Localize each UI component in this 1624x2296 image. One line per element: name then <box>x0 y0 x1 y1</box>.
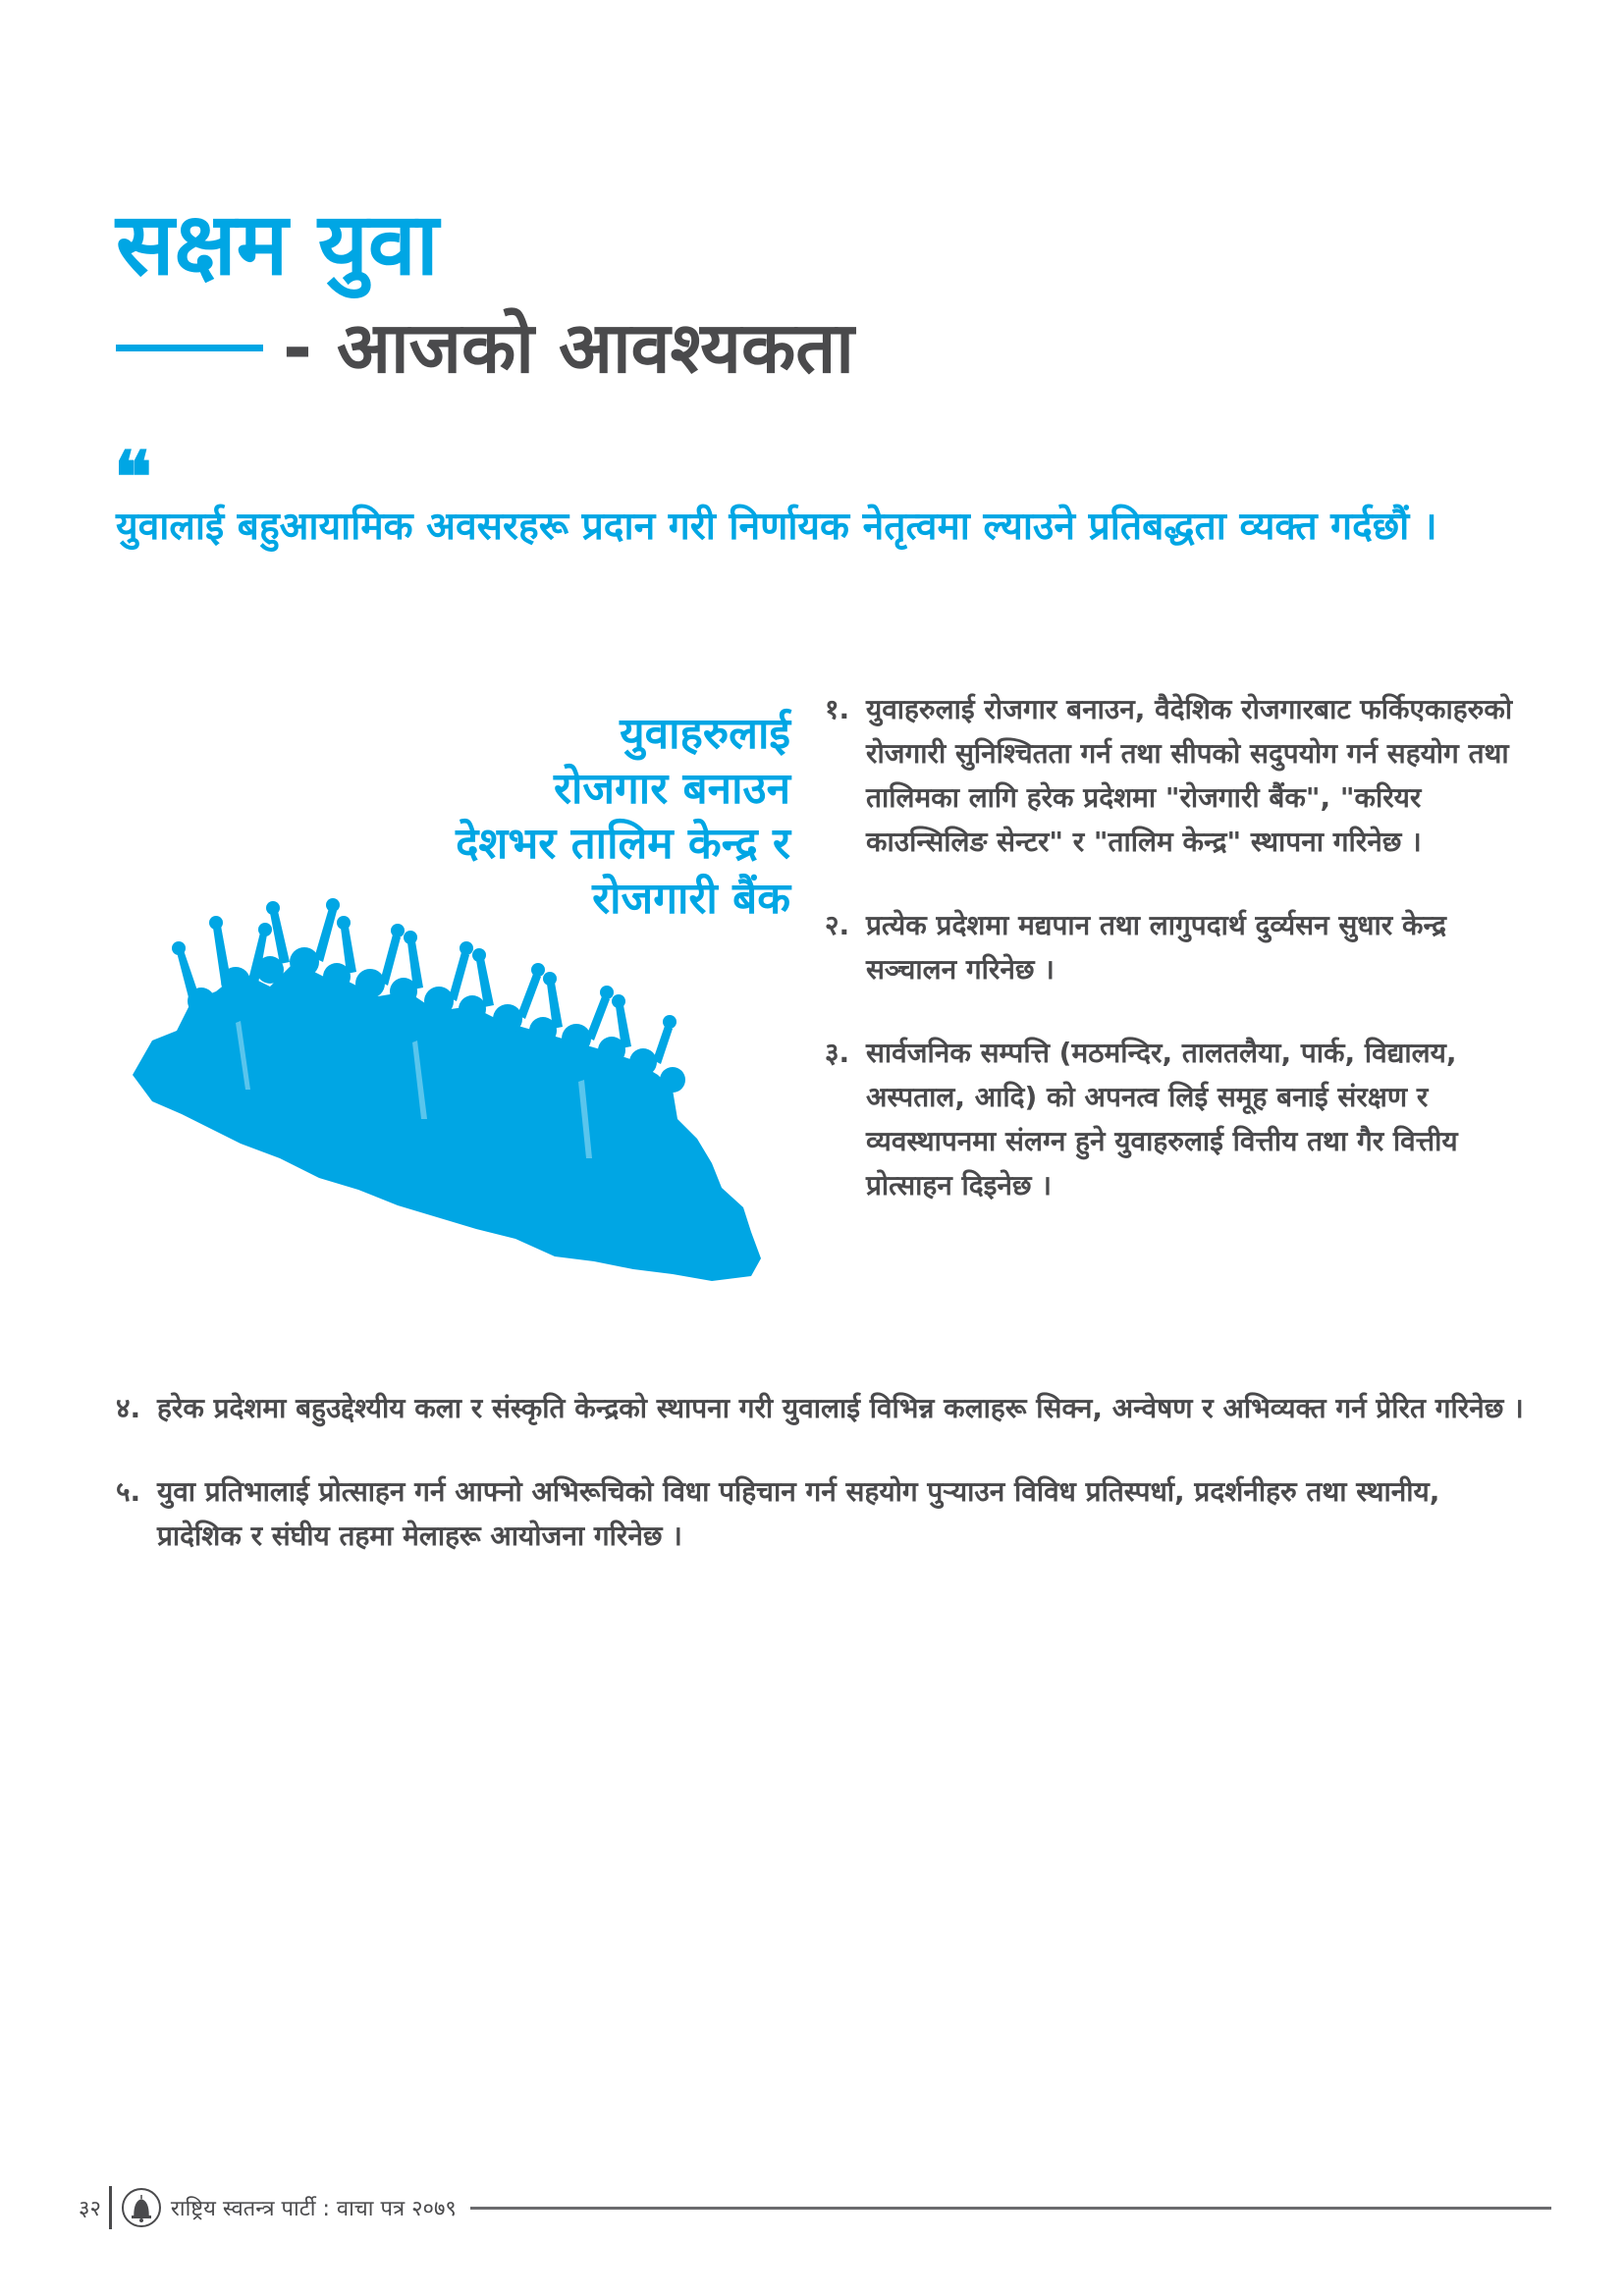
illustration <box>123 707 790 1296</box>
illustration-heading-line: रोजगार बनाउन <box>554 764 790 814</box>
footer-rule <box>470 2207 1551 2210</box>
bell-emblem-icon <box>120 2186 163 2229</box>
list-item-number: २. <box>825 909 850 941</box>
subtitle-row <box>116 306 854 389</box>
subtitle-rule <box>116 345 263 351</box>
illustration-heading-line: युवाहरुलाई <box>620 709 790 759</box>
list-item <box>116 1469 1530 1558</box>
right-point-list <box>825 687 1532 1247</box>
page-subtitle: - आजको आवश्यकता <box>283 306 854 389</box>
quote-mark-icon: ❝ <box>114 435 152 518</box>
illustration-heading-line: देशभर तालिम केन्द्र र <box>456 819 790 869</box>
page-title: सक्षम युवा <box>116 193 439 294</box>
list-item-number: १. <box>825 693 850 725</box>
list-item <box>825 1031 1532 1207</box>
list-item-text: युवाहरुलाई रोजगार बनाउन, वैदेशिक रोजगारबाट फर्किएकाहरुको रोजगारी सुनिश्चितता गर्न तथा सीपको सदुपयोग गर्न सहयोग तथा तालिमका लागि हरेक प्रदेशमा "रोजगारी बैंक", "करियर काउन्सिलिङ सेन्टर" र "तालिम केन्द्र" स्थापना गरिनेछ । <box>866 693 1513 858</box>
bottom-point-list <box>116 1386 1530 1597</box>
list-item-text: सार्वजनिक सम्पत्ति (मठमन्दिर, तालतलैया, पार्क, विद्यालय, अस्पताल, आदि) को अपनत्व लिई समूह बनाई संरक्षण र व्यवस्थापनमा संलग्न हुने युवाहरुलाई वित्तीय तथा गैर वित्तीय प्रोत्साहन दिइनेछ । <box>866 1037 1458 1201</box>
page-number: ३२ <box>79 2197 101 2221</box>
crowd-nepal-map-icon <box>123 893 790 1306</box>
list-item <box>116 1386 1530 1430</box>
list-item-text: युवा प्रतिभालाई प्रोत्साहन गर्न आफ्नो अभिरूचिको विधा पहिचान गर्न सहयोग पुऱ्याउन विविध प्रतिस्पर्धा, प्रदर्शनीहरु तथा स्थानीय, प्रादेशिक र संघीय तहमा मेलाहरू आयोजना गरिनेछ । <box>157 1475 1440 1552</box>
list-item-number: ३. <box>825 1037 850 1069</box>
footer-divider <box>109 2186 112 2229</box>
page-footer <box>79 2183 1551 2232</box>
list-item-text: हरेक प्रदेशमा बहुउद्देश्यीय कला र संस्कृति केन्द्रको स्थापना गरी युवालाई विभिन्न कलाहरू सिक्न, अन्वेषण र अभिव्यक्त गर्न प्रेरित गरिनेछ । <box>157 1392 1524 1424</box>
illustration-heading-line: रोजगारी बैंक <box>592 874 790 924</box>
footer-text: राष्ट्रिय स्वतन्त्र पार्टी : वाचा पत्र २०७९ <box>170 2197 457 2221</box>
pull-quote: युवालाई बहुआयामिक अवसरहरू प्रदान गरी निर्णायक नेतृत्वमा ल्याउने प्रतिबद्धता व्यक्त गर्दछौं । <box>116 505 1437 549</box>
list-item <box>825 687 1532 864</box>
list-item-number: ४. <box>116 1392 141 1424</box>
list-item <box>825 903 1532 991</box>
list-item-number: ५. <box>116 1475 141 1508</box>
list-item-text: प्रत्येक प्रदेशमा मद्यपान तथा लागुपदार्थ दुर्व्यसन सुधार केन्द्र सञ्चालन गरिनेछ । <box>866 909 1446 986</box>
